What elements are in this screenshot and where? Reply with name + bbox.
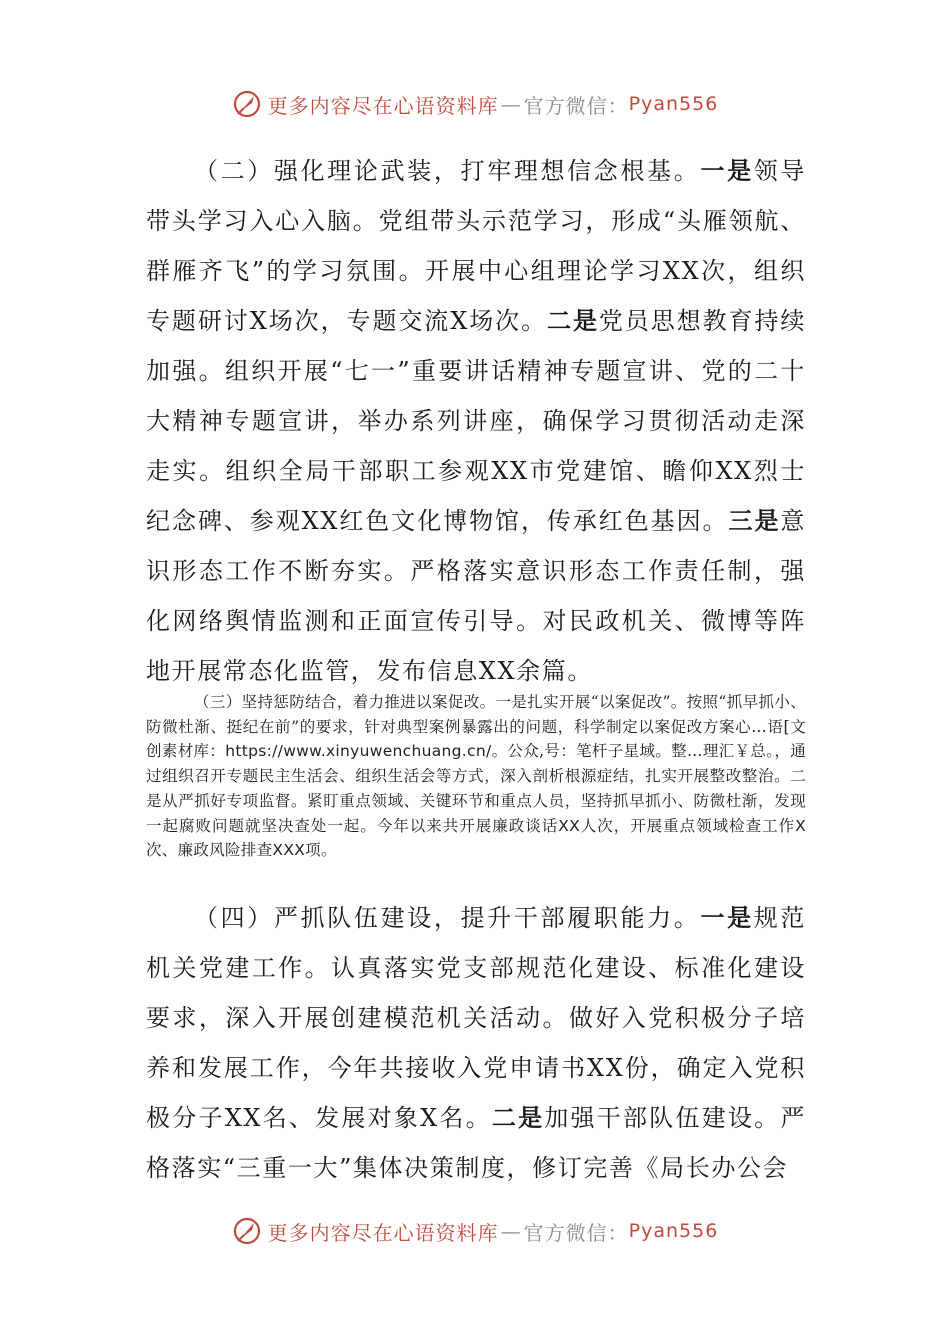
body-text: 意识形态工作不断夯实。严格落实意识形态工作责任制，强化网络舆情监测和正面宣传引导。对民政机关、微博等阵地开展常态化监管，发布信息XX余篇。 [146, 507, 806, 685]
body-text: （三）坚持惩防结合，着力推进以案促改。一是扎实开展“以案促改”。按照“抓早抓小、防微杜渐、挺纪在前”的要求，针对典型案例暴露出的问题，科学制定以案促改方案心…语[文创素材库： [146, 693, 806, 761]
paragraph-section-2 [146, 146, 806, 696]
paragraph-section-4 [146, 893, 806, 1193]
watermark-dash: — [500, 1219, 522, 1243]
header-watermark [0, 84, 950, 124]
watermark-text: 更多内容尽在心语资料库 [267, 93, 499, 118]
lead-marker: 二是 [491, 1103, 545, 1132]
body-text: 规范机关党建工作。认真落实党支部规范化建设、标准化建设要求，深入开展创建模范机关活动。做好入党积极分子培养和发展工作，今年共接收入党申请书XX份，确定入党积极分子XX名、发展对象X名。 [146, 904, 807, 1132]
body-text: 人次，开展重点领域检查工作 [580, 816, 796, 835]
paragraph-section-3 [146, 690, 806, 863]
placeholder-number: XXX [272, 841, 306, 860]
watermark-wechat-id: Pyan556 [628, 1220, 719, 1242]
section-4-heading: （四）严抓队伍建设，提升干部履职能力。 [194, 904, 701, 932]
placeholder-number: X [795, 816, 806, 835]
body-text: 党员思想教育持续加强。组织开展“七一”重要讲话精神专题宣讲、党的二十大精神专题宣讲，举办系列讲座，确保学习贯彻活动走深走实。组织全局干部职工参观XX市党建馆、瞻仰XX烈士纪念碑、参观XX红色文化博物馆，传承红色基因。 [146, 307, 806, 535]
watermark-wechat-label: 官方微信： [523, 93, 629, 118]
placeholder-number: XX [558, 816, 581, 835]
quill-logo-icon [232, 89, 262, 119]
watermark-dash: — [500, 92, 522, 116]
lead-marker: 二是 [547, 306, 599, 335]
body-text: 。公众,号：笔杆子星域。整…理汇￥总。，通过组织召开专题民主生活会、组织生活会等方式，深入剖析根源症结，扎实开展整改整治。二是从严抓好专项监督。紧盯重点领域、关键环节和重点人员，坚持抓早抓小、防微杜渐，发现一起腐败问题就坚决查处一起。今年以来共开展廉政谈话 [146, 742, 806, 835]
footer-watermark [0, 1211, 950, 1251]
watermark-text: 更多内容尽在心语资料库 [267, 1220, 499, 1245]
body-text: 项。 [305, 841, 337, 860]
lead-marker: 一是 [700, 903, 754, 932]
body-text: 次、廉政风险排查 [146, 841, 273, 860]
body-text: 领导带头学习入心入脑。党组带头示范学习，形成“头雁领航、群雁齐飞”的学习氛围。开展中心组理论学习XX次，组织专题研讨X场次，专题交流X场次。 [146, 157, 807, 335]
lead-marker: 一是 [700, 156, 754, 185]
watermark-wechat-label: 官方微信： [523, 1220, 629, 1245]
lead-marker: 三是 [728, 506, 781, 535]
watermark-wechat-id: Pyan556 [628, 93, 719, 115]
section-2-heading: （二）强化理论武装，打牢理想信念根基。 [194, 157, 701, 185]
inline-url: https://www.xinyuwenchuang.cn/ [225, 742, 492, 761]
quill-logo-icon [232, 1216, 262, 1246]
body-text: 加强干部队伍建设。严格落实“三重一大”集体决策制度，修订完善《局长办公会 [146, 1104, 806, 1182]
